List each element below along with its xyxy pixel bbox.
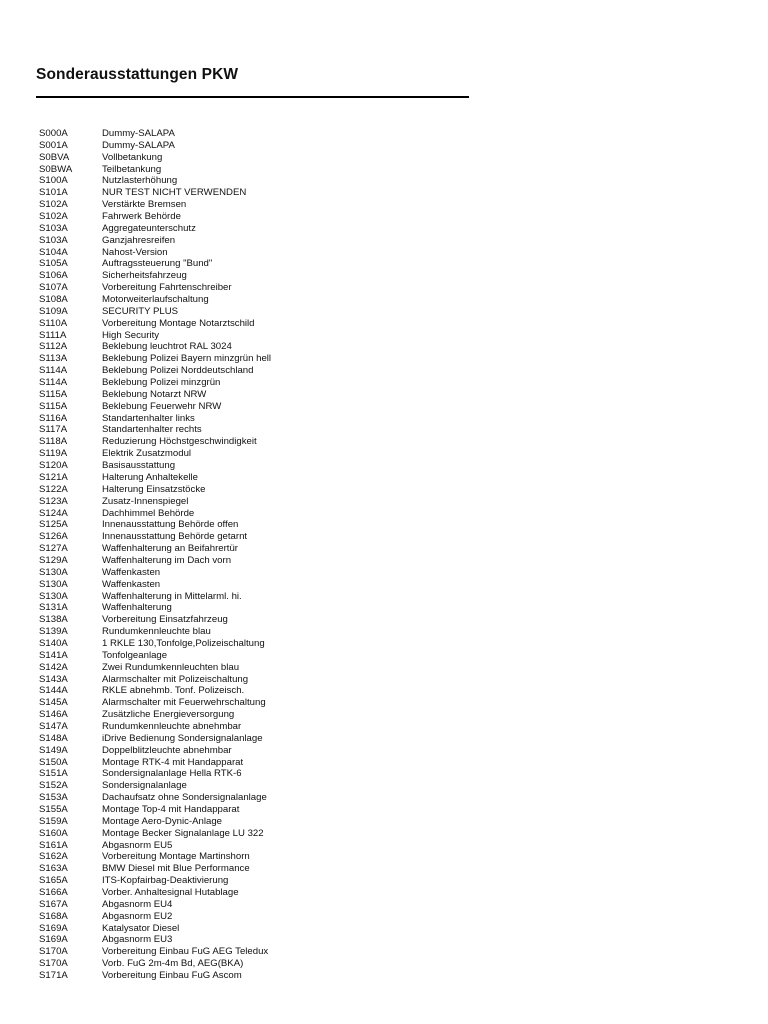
list-item: [39, 709, 271, 721]
option-code: S116A: [39, 412, 68, 424]
option-code: S139A: [39, 626, 68, 638]
list-item: [39, 840, 271, 852]
option-code: S119A: [39, 448, 68, 460]
option-description: BMW Diesel mit Blue Performance: [102, 863, 250, 875]
option-code: S107A: [39, 282, 68, 294]
option-code: S155A: [39, 803, 68, 815]
list-item: [39, 685, 271, 697]
option-code: S112A: [39, 341, 68, 353]
list-item: [39, 519, 271, 531]
option-code: S168A: [39, 910, 68, 922]
option-code: S131A: [39, 602, 68, 614]
list-item: [39, 768, 271, 780]
list-item: [39, 674, 271, 686]
list-item: [39, 223, 271, 235]
option-description: Halterung Anhaltekelle: [102, 471, 199, 483]
option-description: Montage Becker Signalanlage LU 322: [102, 827, 264, 839]
list-item: [39, 757, 271, 769]
option-description: Sicherheitsfahrzeug: [102, 270, 187, 282]
list-item: [39, 353, 271, 365]
option-description: Innenausstattung Behörde getarnt: [102, 531, 248, 543]
option-code: S144A: [39, 685, 68, 697]
list-item: [39, 318, 271, 330]
option-description: iDrive Bedienung Sondersignalanlage: [102, 732, 263, 744]
option-code: S149A: [39, 744, 68, 756]
option-description: Rundumkennleuchte blau: [102, 626, 211, 638]
option-code: S166A: [39, 887, 68, 898]
list-item: [39, 875, 271, 887]
option-description: Waffenhalterung im Dach vorn: [102, 554, 232, 566]
option-code: S130A: [39, 566, 68, 578]
list-item: [39, 128, 271, 140]
option-code: S117A: [39, 424, 68, 436]
list-item: [39, 591, 271, 603]
list-item: [39, 958, 271, 970]
option-code: S115A: [39, 400, 68, 412]
option-description: Aggregateunterschutz: [102, 222, 196, 234]
list-item: [39, 175, 271, 187]
option-code: S101A: [39, 187, 68, 199]
option-code: S170A: [39, 946, 68, 958]
option-code: S110A: [39, 317, 68, 329]
list-item: [39, 164, 271, 176]
option-description: Vorb. FuG 2m-4m Bd, AEG(BKA): [102, 958, 244, 970]
list-item: [39, 828, 271, 840]
option-description: Montage Aero-Dynic-Anlage: [102, 815, 222, 827]
option-description: Standartenhalter rechts: [102, 424, 202, 436]
list-item: [39, 508, 271, 520]
option-description: Teilbetankung: [102, 163, 162, 175]
option-code: S111A: [39, 329, 67, 341]
list-item: [39, 330, 271, 342]
option-description: Elektrik Zusatzmodul: [102, 448, 192, 460]
list-item: [39, 911, 271, 923]
list-item: [39, 650, 271, 662]
option-code: S162A: [39, 851, 68, 863]
option-code: S106A: [39, 270, 68, 282]
list-item: [39, 555, 271, 567]
list-item: [39, 235, 271, 247]
option-description: Montage Top-4 mit Handapparat: [102, 803, 240, 815]
list-item: [39, 567, 271, 579]
list-item: [39, 496, 271, 508]
list-item: [39, 341, 271, 353]
option-description: Vorbereitung Einbau FuG AEG Teledux: [102, 946, 269, 958]
list-item: [39, 899, 271, 911]
option-description: Auftragssteuerung "Bund": [102, 258, 213, 270]
option-description: Tonfolgeanlage: [102, 649, 168, 661]
list-item: [39, 602, 271, 614]
option-code: S138A: [39, 614, 68, 626]
option-description: Vorbereitung Einsatzfahrzeug: [102, 614, 228, 626]
list-item: [39, 816, 271, 828]
option-description: Vollbetankung: [102, 151, 163, 163]
option-code: S142A: [39, 661, 68, 673]
list-item: [39, 472, 271, 484]
list-item: [39, 247, 271, 259]
option-description: Abgasnorm EU2: [102, 910, 173, 922]
option-description: Verstärkte Bremsen: [102, 199, 187, 211]
option-code: S140A: [39, 637, 68, 649]
list-item: [39, 436, 271, 448]
option-code: S163A: [39, 863, 68, 875]
list-item: [39, 294, 271, 306]
option-code: S109A: [39, 305, 68, 317]
option-code: S102A: [39, 211, 68, 223]
option-code: S124A: [39, 507, 68, 519]
option-description: Abgasnorm EU4: [102, 898, 173, 910]
option-description: Waffenkasten: [102, 566, 161, 578]
option-description: Zwei Rundumkennleuchten blau: [102, 661, 240, 673]
option-description: Vorbereitung Montage Martinshorn: [102, 851, 250, 863]
option-description: Beklebung Polizei minzgrün: [102, 377, 221, 389]
list-item: [39, 697, 271, 709]
list-item: [39, 733, 271, 745]
option-description: 1 RKLE 130,Tonfolge,Polizeischaltung: [102, 637, 265, 649]
list-item: [39, 662, 271, 674]
option-description: Beklebung Polizei Norddeutschland: [102, 365, 254, 377]
option-code: S165A: [39, 875, 68, 887]
option-description: Dummy-SALAPA: [102, 128, 175, 139]
option-code: S153A: [39, 792, 68, 804]
option-description: Reduzierung Höchstgeschwindigkeit: [102, 436, 257, 448]
option-code: S130A: [39, 590, 68, 602]
option-description: Vorbereitung Einbau FuG Ascom: [102, 970, 242, 982]
option-description: Fahrwerk Behörde: [102, 211, 181, 223]
option-code: S100A: [39, 175, 68, 187]
page-title: Sonderausstattungen PKW: [36, 66, 239, 83]
option-description: Zusätzliche Energieversorgung: [102, 709, 235, 721]
option-code: S167A: [39, 898, 68, 910]
list-item: [39, 187, 271, 199]
list-item: [39, 448, 271, 460]
list-item: [39, 365, 271, 377]
list-item: [39, 970, 271, 982]
option-code: S103A: [39, 222, 68, 234]
option-code: S102A: [39, 199, 68, 211]
option-code: S115A: [39, 388, 68, 400]
option-description: Beklebung leuchtrot RAL 3024: [102, 341, 232, 353]
option-code: S160A: [39, 827, 68, 839]
option-description: Katalysator Diesel: [102, 922, 180, 934]
option-description: NUR TEST NICHT VERWENDEN: [102, 187, 247, 199]
option-description: Zusatz-Innenspiegel: [102, 495, 189, 507]
option-description: Beklebung Notarzt NRW: [102, 388, 207, 400]
list-item: [39, 792, 271, 804]
option-description: Dummy-SALAPA: [102, 139, 175, 151]
option-code: S103A: [39, 234, 68, 246]
equipment-list: [39, 128, 271, 982]
option-code: S171A: [39, 970, 68, 982]
option-description: Abgasnorm EU3: [102, 934, 173, 946]
list-item: [39, 934, 271, 946]
option-description: Doppelblitzleuchte abnehmbar: [102, 744, 232, 756]
option-description: Waffenhalterung: [102, 602, 172, 614]
list-item: [39, 638, 271, 650]
option-code: S152A: [39, 780, 68, 792]
option-code: S114A: [39, 365, 68, 377]
option-code: S108A: [39, 294, 68, 306]
list-item: [39, 531, 271, 543]
option-code: S146A: [39, 709, 68, 721]
list-item: [39, 614, 271, 626]
option-description: Vorbereitung Fahrtenschreiber: [102, 282, 232, 294]
option-code: S0BVA: [39, 151, 70, 163]
list-item: [39, 887, 271, 899]
option-code: S120A: [39, 460, 68, 472]
option-description: High Security: [102, 329, 160, 341]
option-description: Dachhimmel Behörde: [102, 507, 195, 519]
option-code: S169A: [39, 934, 68, 946]
list-item: [39, 780, 271, 792]
option-description: Basisausstattung: [102, 460, 176, 472]
list-item: [39, 199, 271, 211]
list-item: [39, 863, 271, 875]
list-item: [39, 923, 271, 935]
option-code: S147A: [39, 720, 68, 732]
option-description: RKLE abnehmb. Tonf. Polizeisch.: [102, 685, 245, 697]
option-code: S170A: [39, 958, 68, 970]
option-code: S113A: [39, 353, 68, 365]
option-code: S145A: [39, 697, 68, 709]
option-code: S104A: [39, 246, 68, 258]
option-description: Innenausstattung Behörde offen: [102, 519, 239, 531]
option-description: Waffenhalterung in Mittelarml. hi.: [102, 590, 242, 602]
list-item: [39, 389, 271, 401]
list-item: [39, 745, 271, 757]
option-code: S122A: [39, 483, 68, 495]
list-item: [39, 282, 271, 294]
list-item: [39, 377, 271, 389]
option-code: S159A: [39, 815, 68, 827]
list-item: [39, 258, 271, 270]
option-description: Vorbereitung Montage Notarztschild: [102, 317, 255, 329]
option-code: S150A: [39, 756, 68, 768]
option-code: S121A: [39, 471, 68, 483]
list-item: [39, 484, 271, 496]
option-code: S161A: [39, 839, 68, 851]
option-code: S125A: [39, 519, 68, 531]
option-description: Nahost-Version: [102, 246, 168, 258]
list-item: [39, 946, 271, 958]
option-description: Alarmschalter mit Polizeischaltung: [102, 673, 249, 685]
option-description: Vorber. Anhaltesignal Hutablage: [102, 887, 239, 898]
list-item: [39, 851, 271, 863]
list-item: [39, 626, 271, 638]
option-description: Beklebung Polizei Bayern minzgrün hell: [102, 353, 272, 365]
option-description: Abgasnorm EU5: [102, 839, 173, 851]
option-code: S0BWA: [39, 163, 73, 175]
option-description: Halterung Einsatzstöcke: [102, 483, 206, 495]
option-code: S126A: [39, 531, 68, 543]
option-code: S127A: [39, 543, 68, 555]
list-item: [39, 804, 271, 816]
option-description: Nutzlasterhöhung: [102, 175, 178, 187]
list-item: [39, 543, 271, 555]
option-description: Rundumkennleuchte abnehmbar: [102, 720, 242, 732]
option-code: S114A: [39, 377, 68, 389]
option-code: S130A: [39, 578, 68, 590]
option-code: S151A: [39, 768, 68, 780]
list-item: [39, 401, 271, 413]
option-description: Waffenkasten: [102, 578, 161, 590]
list-item: [39, 152, 271, 164]
option-description: ITS-Kopfairbag-Deaktivierung: [102, 875, 229, 887]
list-item: [39, 413, 271, 425]
option-description: Motorweiterlaufschaltung: [102, 294, 209, 306]
option-description: Ganzjahresreifen: [102, 234, 176, 246]
list-item: [39, 140, 271, 152]
option-code: S123A: [39, 495, 68, 507]
option-code: S105A: [39, 258, 68, 270]
option-description: Sondersignalanlage Hella RTK-6: [102, 768, 242, 780]
option-description: Waffenhalterung an Beifahrertür: [102, 543, 238, 555]
option-code: S148A: [39, 732, 68, 744]
option-description: Beklebung Feuerwehr NRW: [102, 400, 222, 412]
option-description: Sondersignalanlage: [102, 780, 187, 792]
list-item: [39, 306, 271, 318]
option-code: S141A: [39, 649, 68, 661]
option-description: SECURITY PLUS: [102, 305, 179, 317]
option-code: S000A: [39, 128, 68, 139]
option-description: Dachaufsatz ohne Sondersignalanlage: [102, 792, 267, 804]
option-description: Montage RTK-4 mit Handapparat: [102, 756, 244, 768]
list-item: [39, 211, 271, 223]
option-code: S118A: [39, 436, 68, 448]
list-item: [39, 721, 271, 733]
list-item: [39, 460, 271, 472]
option-code: S129A: [39, 554, 68, 566]
option-description: Alarmschalter mit Feuerwehrschaltung: [102, 697, 266, 709]
list-item: [39, 424, 271, 436]
option-code: S143A: [39, 673, 68, 685]
option-code: S169A: [39, 922, 68, 934]
list-item: [39, 270, 271, 282]
option-description: Standartenhalter links: [102, 412, 195, 424]
option-code: S001A: [39, 139, 68, 151]
list-item: [39, 579, 271, 591]
title-divider: [36, 96, 469, 98]
